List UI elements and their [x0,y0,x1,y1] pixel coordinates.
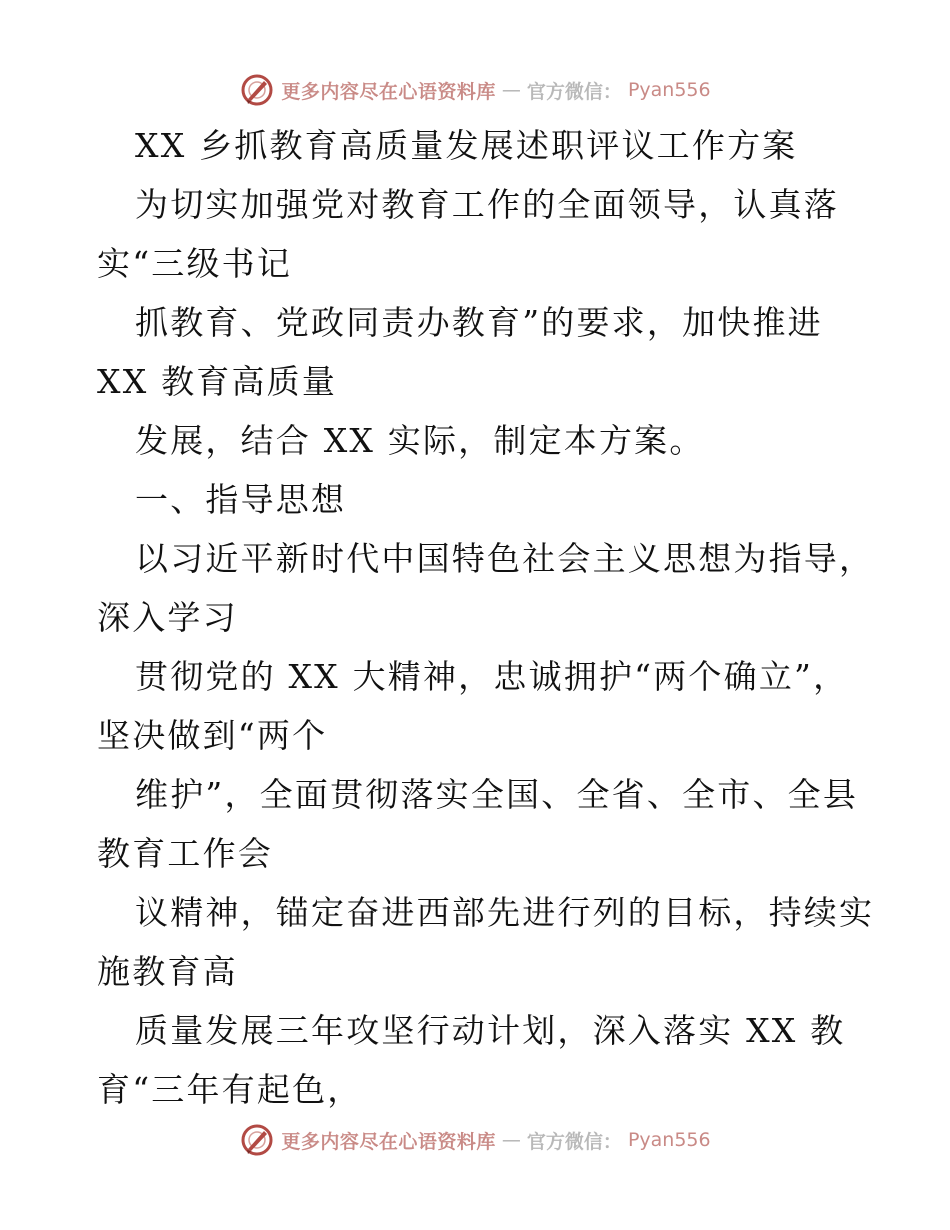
paragraph-line: 教育工作会 [97,834,273,873]
paragraph-line: 发展，结合 XX 实际，制定本方案。 [135,421,705,460]
paragraph-line: XX 教育高质量 [97,362,338,401]
paragraph-line: 施教育高 [97,952,238,991]
watermark-separator: — [501,1129,521,1151]
watermark-site-text: 更多内容尽在心语资料库 [281,1130,496,1153]
paragraph-line: 维护”，全面贯彻落实全国、全省、全市、全县 [135,775,859,814]
watermark-wechat-id: Pyan556 [627,79,711,101]
paragraph-line: 抓教育、党政同责办教育”的要求，加快推进 [135,303,823,342]
watermark-wechat-id: Pyan556 [627,1129,711,1151]
section-heading: 一、指导思想 [135,480,347,519]
paragraph-line: 实“三级书记 [97,244,293,283]
paragraph-line: 以习近平新时代中国特色社会主义思想为指导， [135,539,875,578]
paragraph-line: 贯彻党的 XX 大精神，忠诚拥护“两个确立”， [135,657,849,696]
watermark-separator: — [501,79,521,101]
paragraph-line: 深入学习 [97,598,238,637]
watermark-site-text: 更多内容尽在心语资料库 [281,80,496,103]
watermark-official-text: 官方微信： [526,80,622,103]
paragraph-line: 质量发展三年攻坚行动计划，深入落实 XX 教 [135,1011,846,1050]
paragraph-line: 育“三年有起色， [97,1070,363,1109]
paragraph-line: 议精神，锚定奋进西部先进行列的目标，持续实 [135,893,875,932]
watermark-official-text: 官方微信： [526,1130,622,1153]
seal-logo-icon [239,1122,275,1158]
paragraph-line: 坚决做到“两个 [97,716,328,755]
seal-logo-icon [239,72,275,108]
document-title: XX 乡抓教育高质量发展述职评议工作方案 [135,126,798,165]
header-watermark [0,70,950,110]
footer-watermark [0,1120,950,1160]
paragraph-line: 为切实加强党对教育工作的全面领导，认真落 [135,185,839,224]
